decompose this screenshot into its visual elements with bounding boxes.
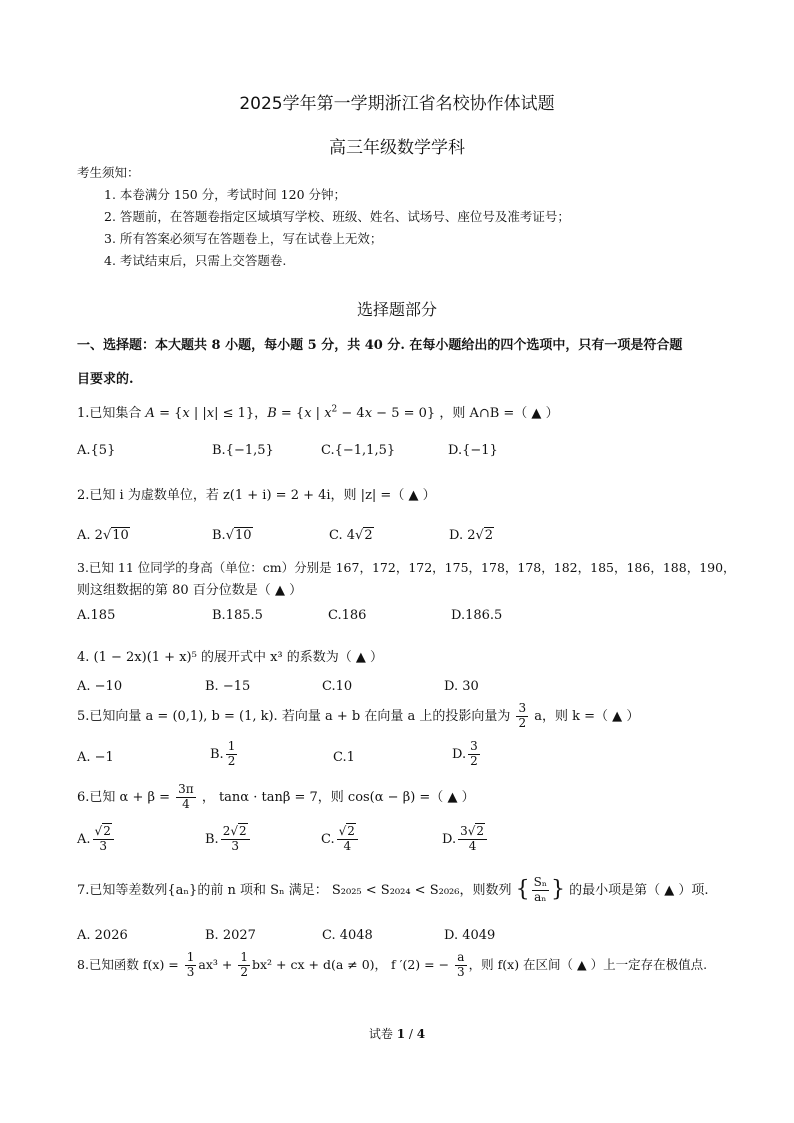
q2-option-a[interactable]: A. 2√10 [77, 528, 129, 543]
q2-option-d[interactable]: D. 2√2 [449, 528, 494, 543]
q5-option-d[interactable]: D. $\frac{3}{2}$ [452, 739, 478, 768]
q3-option-d[interactable]: D.186.5 [451, 608, 503, 623]
question-6: 6.已知 α + β = $\frac{3\pi}{4}$ ， tanα · tanβ = 7，则 cos(α − β) =（ ▲ ） [77, 782, 475, 811]
q7-option-d[interactable]: D. 4049 [444, 928, 496, 943]
q6-option-c[interactable]: C. $\frac{√2}{4}$ [321, 825, 360, 854]
q7-option-b[interactable]: B. 2027 [205, 928, 256, 943]
notice-label: 考生须知： [77, 165, 140, 180]
q4-option-a[interactable]: A. −10 [77, 679, 123, 694]
q1-option-b[interactable]: B.{−1,5} [212, 443, 274, 458]
question-3-cont: 则这组数据的第 80 百分位数是（ ▲ ） [77, 583, 303, 598]
q1-option-a[interactable]: A.{5} [77, 443, 116, 458]
q5-option-a[interactable]: A. −1 [77, 750, 114, 765]
question-8: 8.已知函数 f(x) = $\frac{1}{3}$ ax³ + $\frac{1}{2}$ bx² + cx + d(a ≠ 0)， f ′(2) = − $\frac{a}{3}$ ，则 f(x) 在区间（ ▲ ）上一定存在极值点. [77, 950, 708, 979]
section-instruction: 一、选择题：本大题共 8 小题，每小题 5 分，共 40 分. 在每小题给出的四个选项中，只有一项是符合题 [77, 338, 683, 353]
exam-title: 2025学年第一学期浙江省名校协作体试题 [239, 94, 555, 114]
question-1: 1.已知集合 A = {x | |x| ≤ 1}，B = {x | $x^2 - 4x - 5 = 0$} ，则 A∩B =（ ▲ ） [77, 404, 559, 421]
page-number: 1 [396, 1027, 406, 1041]
question-2: 2.已知 i 为虚数单位，若 z(1 + i) = 2 + 4i，则 |z| =（ ▲ ） [77, 488, 436, 503]
q6-option-a[interactable]: A. $\frac{√2}{3}$ [77, 825, 116, 854]
q2-option-b[interactable]: B.√10 [212, 528, 252, 543]
q7-option-a[interactable]: A. 2026 [77, 928, 128, 943]
page-total: 4 [416, 1027, 426, 1041]
q3-option-b[interactable]: B.185.5 [212, 608, 263, 623]
q7-option-c[interactable]: C. 4048 [322, 928, 373, 943]
question-4: 4. (1 − 2x)(1 + x)⁵ 的展开式中 x³ 的系数为（ ▲ ） [77, 650, 384, 665]
exam-subtitle: 高三年级数学学科 [329, 138, 465, 158]
q6-option-d[interactable]: D. $\frac{3√2}{4}$ [442, 825, 489, 854]
notice-item: 3. 所有答案必须写在答题卷上，写在试卷上无效； [104, 231, 383, 246]
q3-option-c[interactable]: C.186 [328, 608, 367, 623]
notice-item: 2. 答题前，在答题卷指定区域填写学校、班级、姓名、试场号、座位号及准考证号； [104, 209, 570, 224]
notice-item: 1. 本卷满分 150 分，考试时间 120 分钟； [104, 187, 347, 202]
q4-option-b[interactable]: B. −15 [205, 679, 251, 694]
q4-option-c[interactable]: C.10 [322, 679, 353, 694]
q6-option-b[interactable]: B. $\frac{2√2}{3}$ [205, 825, 252, 854]
section-instruction-cont: 目要求的. [77, 372, 134, 387]
question-3: 3.已知 11 位同学的身高（单位：cm）分别是 167，172，172，175，178，178，182，185，186，188，190， [77, 560, 736, 575]
q4-option-d[interactable]: D. 30 [444, 679, 479, 694]
section-title: 选择题部分 [356, 300, 437, 319]
q3-option-a[interactable]: A.185 [77, 608, 116, 623]
q1-option-c[interactable]: C.{−1,1,5} [321, 443, 396, 458]
q5-option-c[interactable]: C.1 [333, 750, 355, 765]
page-footer: 试卷 1 / 4 [368, 1027, 426, 1041]
notice-item: 4. 考试结束后，只需上交答题卷. [104, 253, 287, 268]
q2-option-c[interactable]: C. 4√2 [329, 528, 373, 543]
q1-option-d[interactable]: D.{−1} [448, 443, 498, 458]
question-5: 5.已知向量 a = (0,1), b = (1, k). 若向量 a + b 在向量 a 上的投影向量为 $\frac{3}{2}$ a，则 k =（ ▲ ） [77, 701, 640, 730]
question-7: 7.已知等差数列{aₙ}的前 n 项和 Sₙ 满足： S₂₀₂₅ < S₂₀₂₄ < S₂₀₂₆，则数列 { $\frac{\text{Sₙ}}{\text{aₙ}}$ } 的最小项是第（ ▲ ）项. [77, 875, 709, 904]
q5-option-b[interactable]: B. $\frac{1}{2}$ [210, 739, 236, 768]
